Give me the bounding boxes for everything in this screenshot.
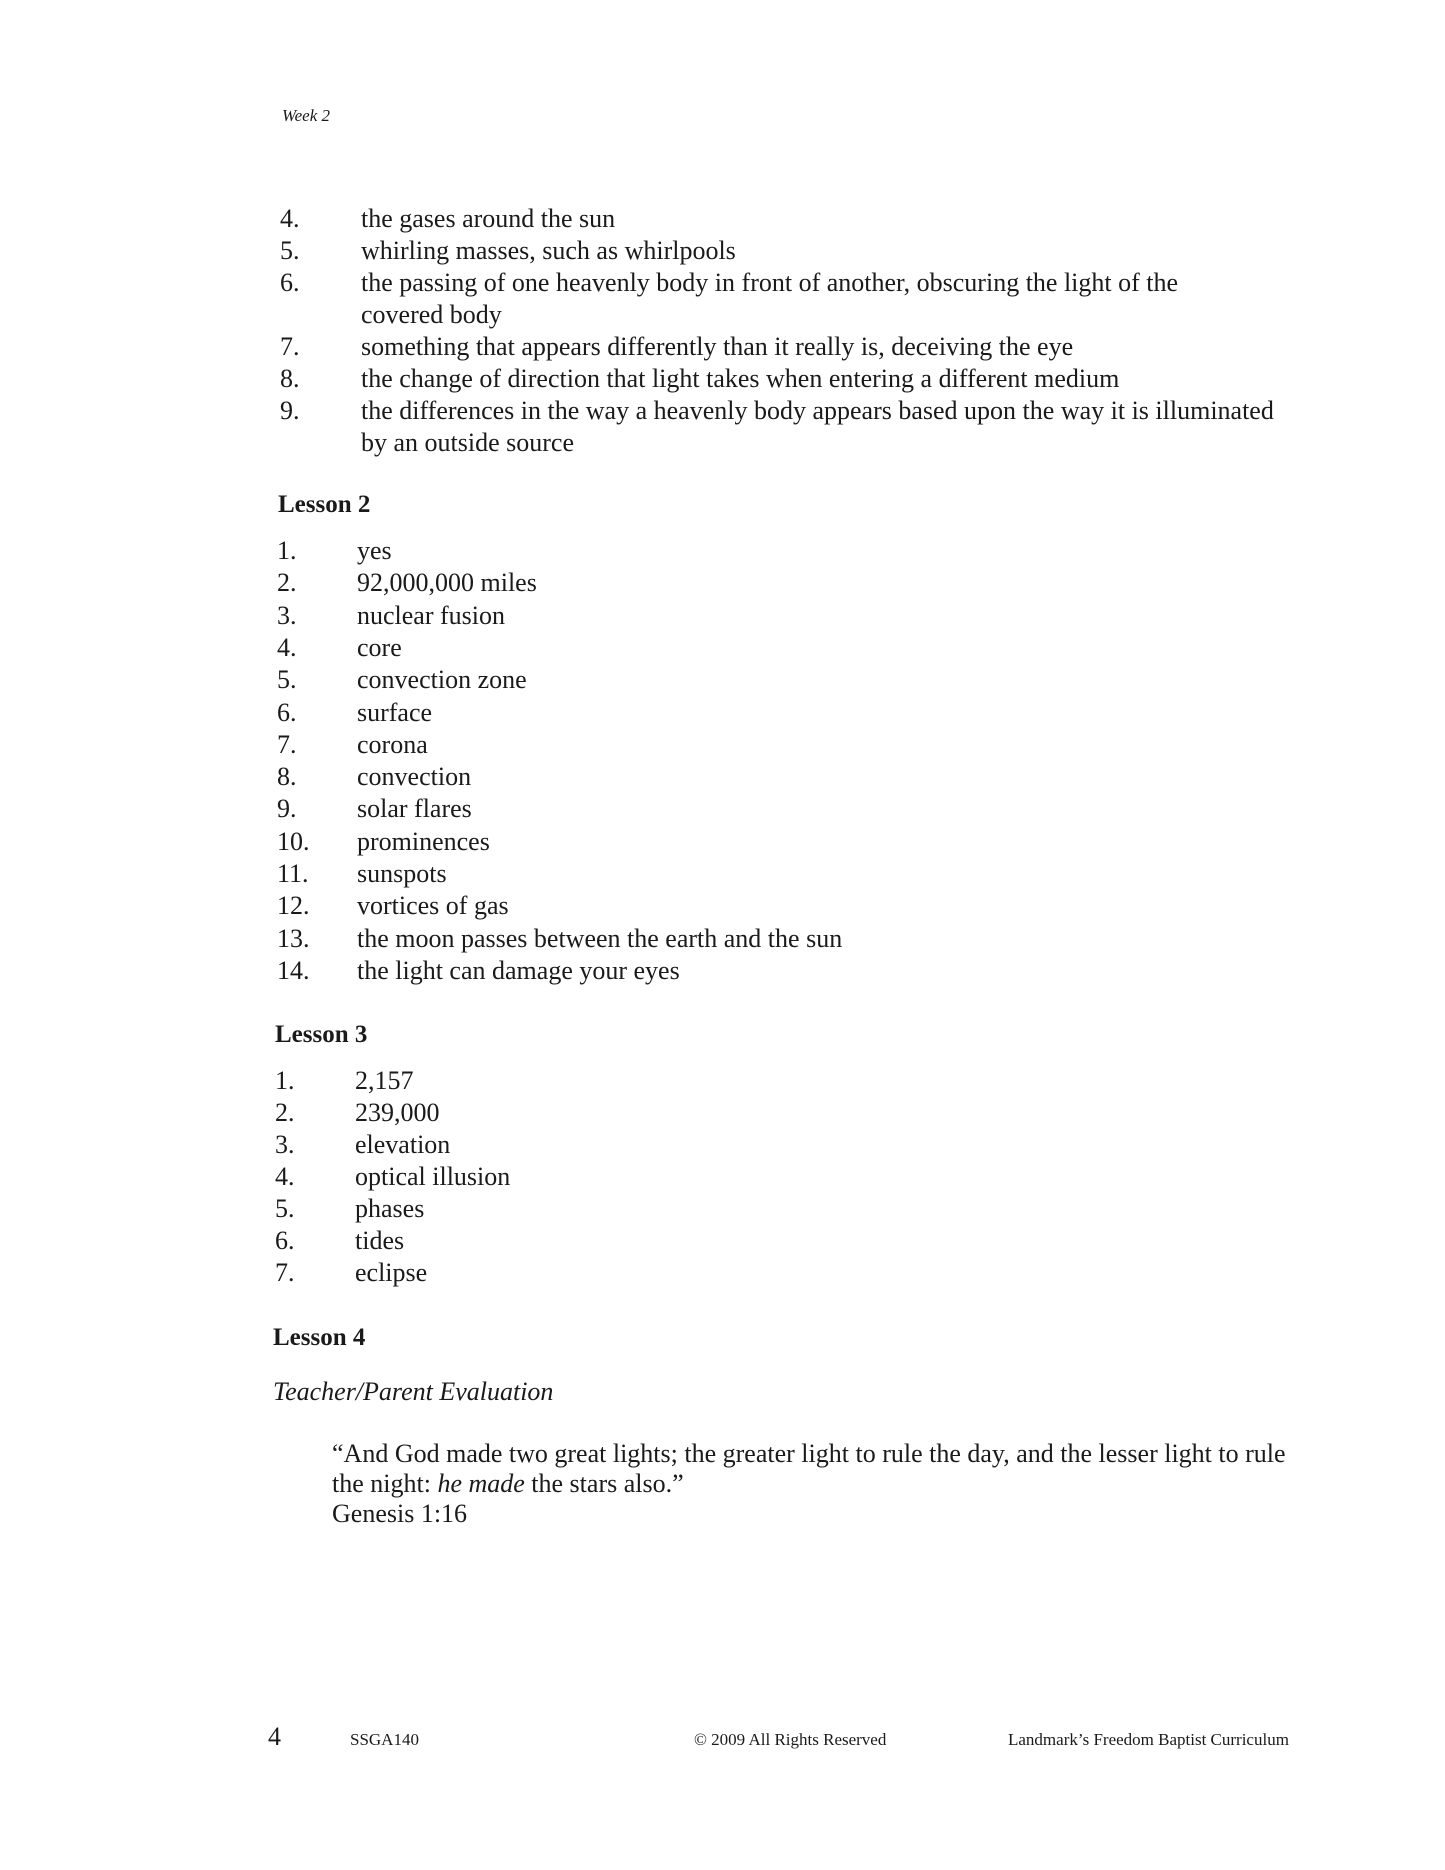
item-number: 1. <box>275 1066 295 1095</box>
quote-reference: Genesis 1:16 <box>332 1499 468 1528</box>
quote-line-2-start: the night: <box>332 1469 438 1498</box>
quote-line-2-italic: he made <box>437 1469 525 1498</box>
item-number: 7. <box>275 1258 295 1287</box>
item-number: 9. <box>277 794 297 824</box>
item-text: 2,157 <box>355 1066 414 1095</box>
item-text: whirling masses, such as whirlpools <box>361 236 736 265</box>
item-number: 2. <box>275 1098 295 1127</box>
quote-line-1: “And God made two great lights; the greater light to rule the day, and the lesser light to rule <box>332 1439 1286 1468</box>
item-text: the moon passes between the earth and the sun <box>357 923 843 953</box>
quote-line-2-end: the stars also.” <box>524 1469 684 1498</box>
item-number: 6. <box>275 1226 295 1255</box>
page-number: 4 <box>268 1722 281 1751</box>
lesson4-heading: Lesson 4 <box>273 1324 366 1351</box>
item-number: 8. <box>277 762 297 792</box>
item-text: the passing of one heavenly body in front of another, obscuring the light of the <box>361 268 1179 297</box>
item-text: phases <box>355 1194 425 1223</box>
item-number: 14. <box>277 955 310 985</box>
item-number: 5. <box>277 665 297 695</box>
item-number: 1. <box>277 536 297 565</box>
item-text: corona <box>357 729 428 759</box>
item-text: solar flares <box>357 794 472 824</box>
item-text: 239,000 <box>355 1098 440 1127</box>
item-text: elevation <box>355 1130 451 1159</box>
item-number: 5. <box>275 1194 295 1223</box>
course-code: SSGA140 <box>350 1730 419 1749</box>
item-number: 4. <box>277 632 297 662</box>
item-number: 7. <box>277 729 297 759</box>
item-text: eclipse <box>355 1258 428 1287</box>
item-number: 10. <box>277 826 310 856</box>
item-text: the change of direction that light takes when entering a different medium <box>361 364 1120 393</box>
item-text: tides <box>355 1226 405 1255</box>
lesson4-subheading: Teacher/Parent Evaluation <box>273 1377 554 1406</box>
item-text: optical illusion <box>355 1162 511 1191</box>
item-number: 5. <box>280 236 300 265</box>
item-text: covered body <box>361 300 502 329</box>
lesson2-heading: Lesson 2 <box>278 491 371 518</box>
copyright-notice: © 2009 All Rights Reserved <box>694 1730 887 1749</box>
item-number: 4. <box>275 1162 295 1191</box>
item-number: 3. <box>275 1130 295 1159</box>
item-text: the light can damage your eyes <box>357 955 680 985</box>
item-number: 8. <box>280 364 300 393</box>
publisher-name: Landmark’s Freedom Baptist Curriculum <box>1008 1730 1289 1749</box>
item-text: sunspots <box>357 859 447 888</box>
item-text: yes <box>357 536 392 565</box>
quote-line-2 <box>332 1471 684 1497</box>
running-header: Week 2 <box>282 106 330 125</box>
item-text: 92,000,000 miles <box>357 568 537 598</box>
item-text: surface <box>357 697 433 727</box>
lesson3-heading: Lesson 3 <box>275 1021 368 1048</box>
item-number: 13. <box>277 923 310 953</box>
item-text: the differences in the way a heavenly body appears based upon the way it is illuminated <box>361 396 1274 425</box>
item-number: 9. <box>280 396 300 425</box>
item-text: the gases around the sun <box>361 204 616 233</box>
item-text: nuclear fusion <box>357 600 506 630</box>
item-text: convection zone <box>357 665 527 695</box>
item-text: core <box>357 632 402 662</box>
item-text: vortices of gas <box>357 891 509 921</box>
item-number: 6. <box>280 268 300 297</box>
item-number: 11. <box>277 859 309 888</box>
item-text: something that appears differently than it really is, deceiving the eye <box>361 332 1074 361</box>
item-number: 2. <box>277 568 297 598</box>
item-number: 7. <box>280 332 300 361</box>
item-number: 6. <box>277 697 297 727</box>
item-number: 12. <box>277 891 310 921</box>
item-number: 3. <box>277 600 297 630</box>
item-text: by an outside source <box>361 428 575 457</box>
item-text: prominences <box>357 826 490 856</box>
item-number: 4. <box>280 204 300 233</box>
item-text: convection <box>357 762 472 792</box>
